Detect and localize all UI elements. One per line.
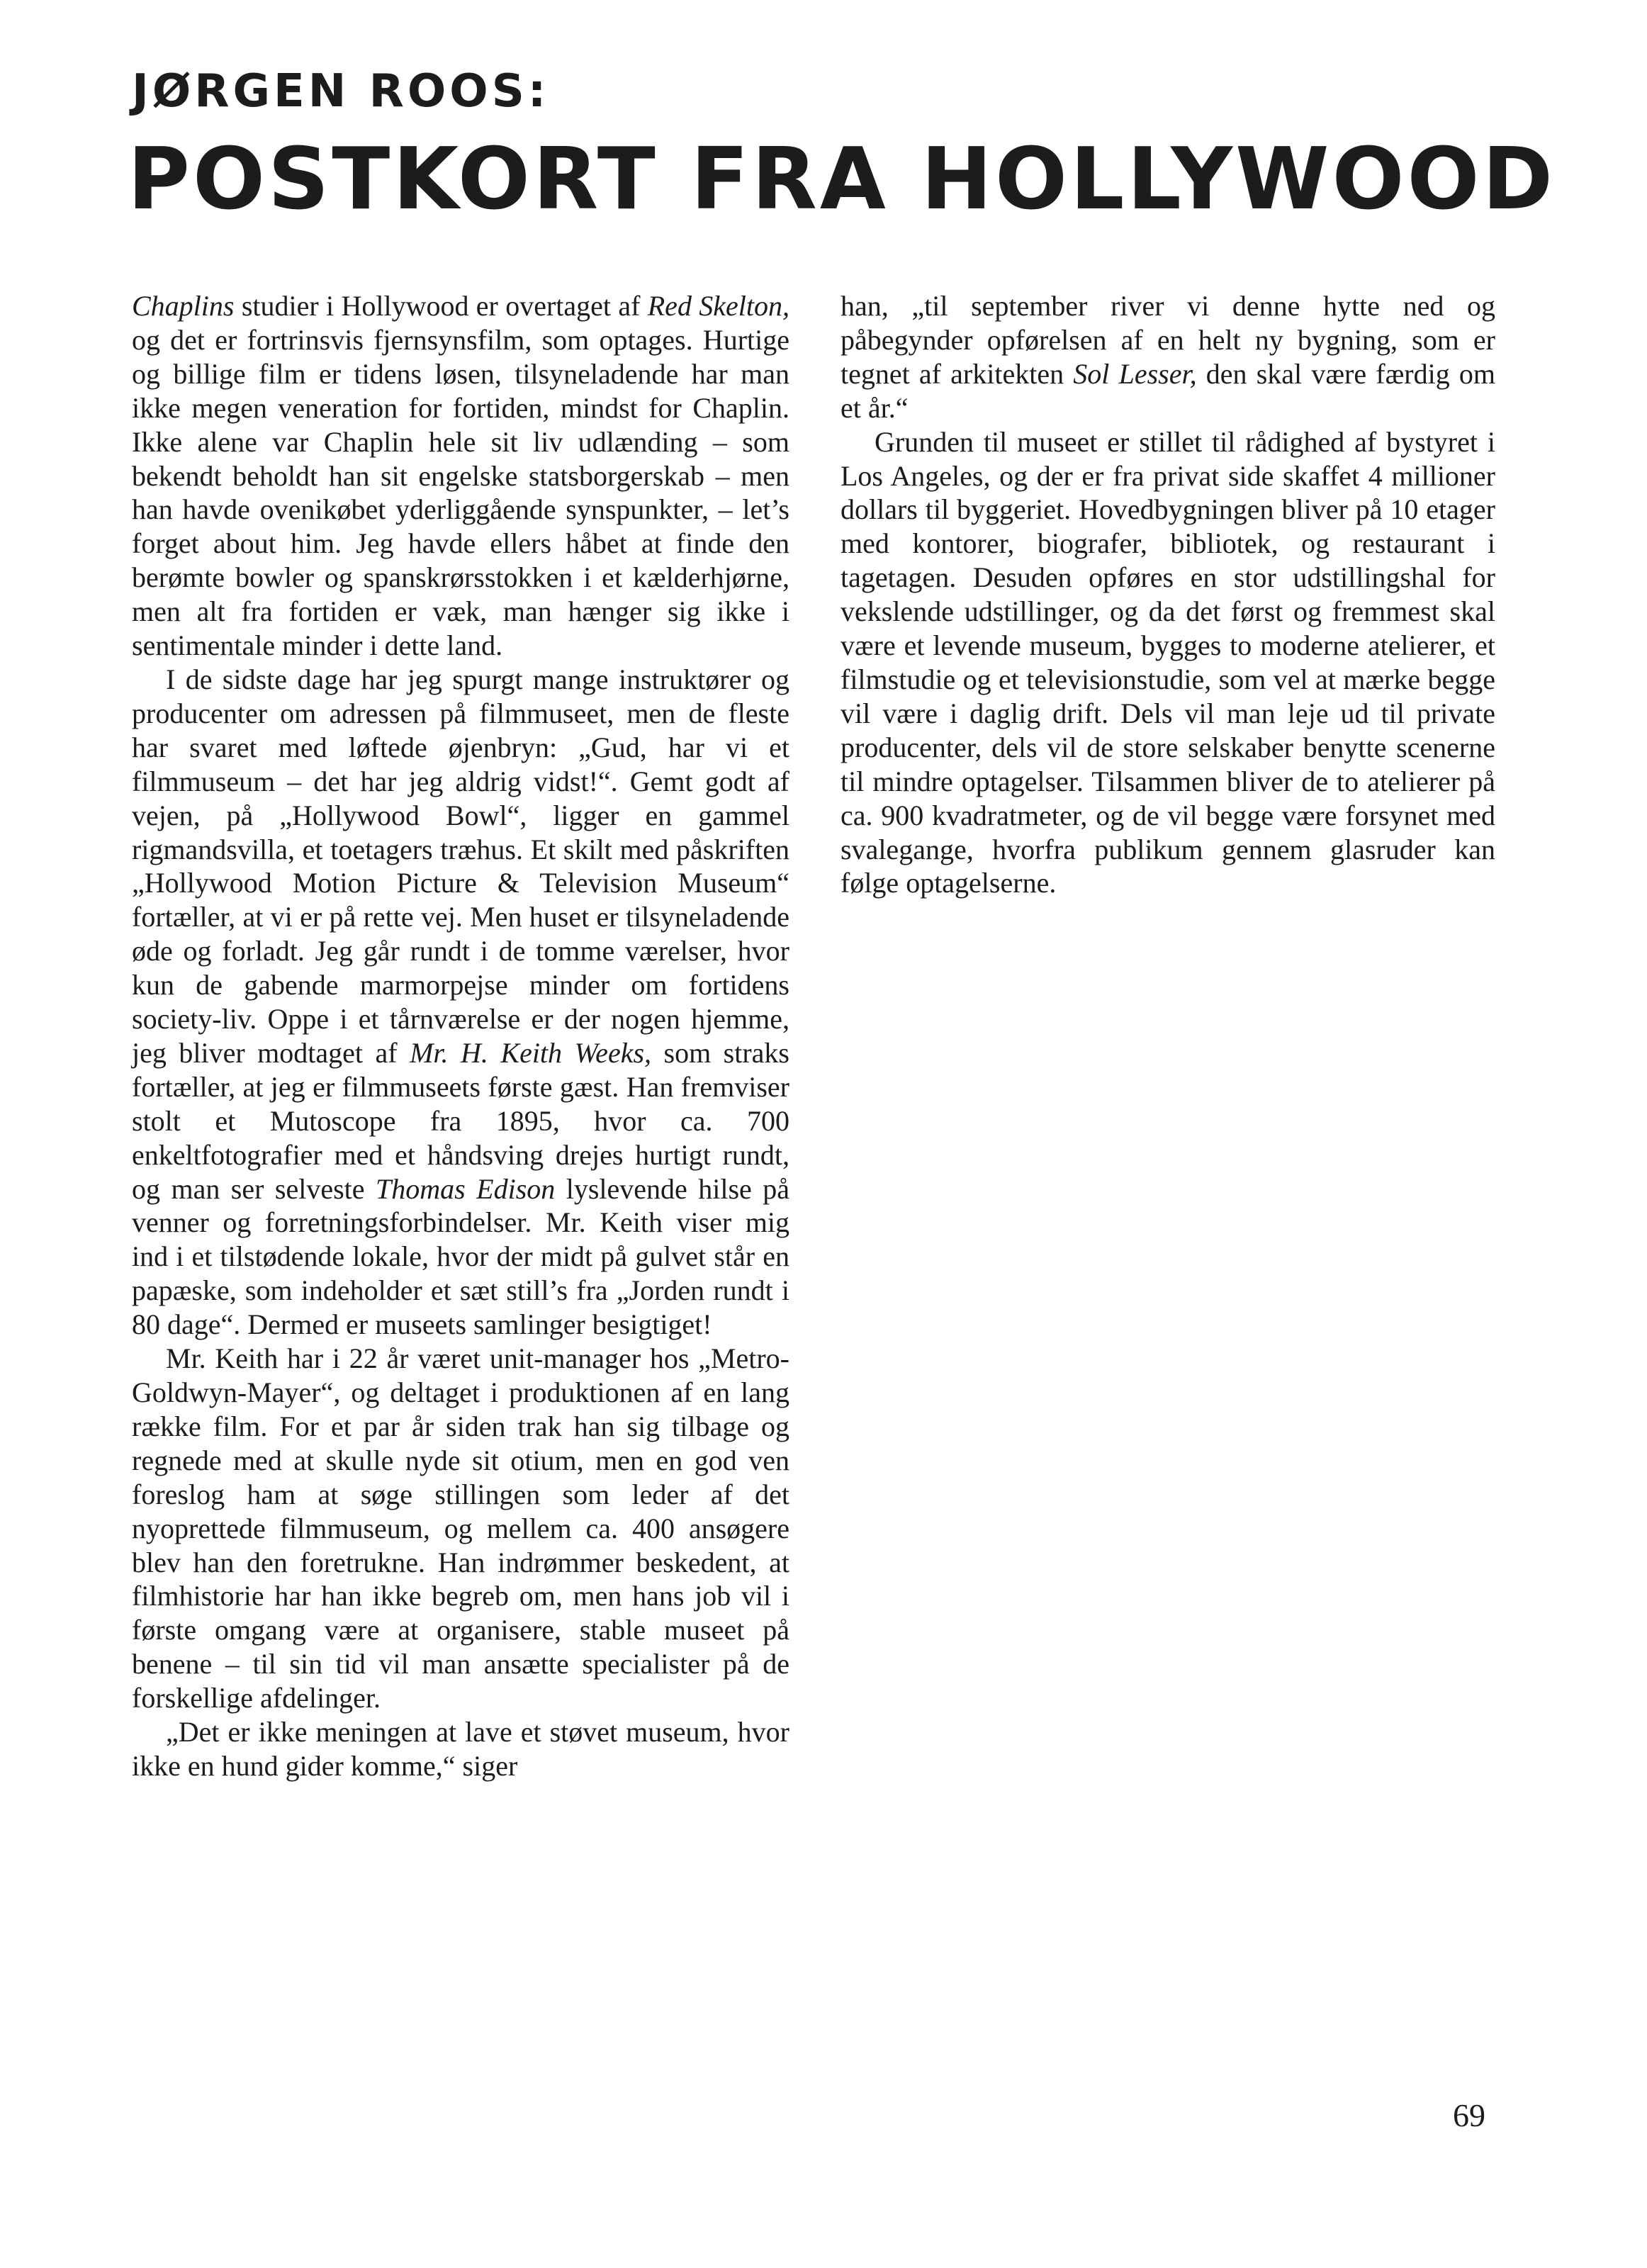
article-title: POSTKORT FRA HOLLYWOOD [128, 130, 1556, 229]
left-column [132, 289, 789, 1783]
paragraph-text: og det er fortrinsvis fjernsynsfilm, som optages. Hurtige og billige film er tidens løsen, tilsyneladende har man ikke megen veneration for fortiden, mindst for Chaplin. Ikke alene var Chaplin hele sit liv udlænding – som bekendt beholdt han sit engelske statsborgerskab – men han havde ovenikøbet yderliggående synspunkter, – let’s forget about him. Jeg havde ellers håbet at finde den berømte bowler og spanskrørsstokken i et kælderhjørne, men alt fra fortiden er væk, man hænger sig ikke i sentimentale minder i dette land. [132, 323, 789, 662]
paragraph-3: Mr. Keith har i 22 år været unit-manager hos „Metro-Goldwyn-Mayer“, og deltaget i produktionen af en lang række film. For et par år siden trak han sig tilbage og regnede med at skulle nyde sit otium, men en god ven foreslog ham at søge stillingen som leder af det nyoprettede filmmuseum, og mellem ca. 400 ansøgere blev han den foretrukne. Han indrømmer beskedent, at filmhistorie har han ikke begreb om, men hans job vil i første omgang være at organisere, stable museet på benene – til sin tid vil man ansætte specialister på de forskellige afdelinger. [132, 1342, 789, 1714]
paragraph-6: Grunden til museet er stillet til rådighed af bystyret i Los Angeles, og der er fra privat side skaffet 4 millioner dollars til byggeriet. Hovedbygningen bliver på 10 etager med kontorer, biografer, bibliotek, og restaurant i tagetagen. Desuden opføres en stor udstillingshal for vekslende udstillinger, og da det først og fremmest skal være et levende museum, bygges to moderne atelierer, et filmstudie og et televisionstudie, som vel at mærke begge vil være i daglig drift. Dels vil man leje ud til private producenter, dels vil de store selskaber benytte scenerne til mindre optagelser. Tilsammen bliver de to atelierer på ca. 900 kvadratmeter, og de vil begge være forsynet med svalegange, hvorfra publikum gennem glasruder kan følge optagelserne. [841, 425, 1495, 899]
paragraph-text: studier i Hollywood er overtaget af [234, 290, 648, 322]
page-number: 69 [1453, 2097, 1485, 2133]
italic-name: Sol Lesser, [1073, 357, 1197, 390]
italic-name: Thomas Edison [375, 1172, 556, 1205]
paragraph-text: lyslevende hilse på venner og forretningsforbindelser. Mr. Keith viser mig ind i et tilstødende lokale, hvor der midt på gulvet står en papæske, som indeholder et sæt still’s fra „Jorden rundt i 80 dage“. Dermed er museets samlinger besigtiget! [132, 1172, 790, 1341]
paragraph-2 [132, 663, 789, 1342]
author-heading: JØRGEN ROOS: [132, 65, 550, 118]
italic-name: Chaplins [132, 290, 235, 322]
paragraph-text: den skal være færdig om et år.“ [841, 357, 1496, 424]
paragraph-text: han, „til september river vi denne hytte ned og påbegynder opførelsen af en helt ny bygning, som er tegnet af arkitekten [841, 290, 1495, 390]
paragraph-4: „Det er ikke meningen at lave et støvet museum, hvor ikke en hund gider komme,“ siger [132, 1716, 789, 1782]
paragraph-1 [132, 289, 789, 663]
paragraph-text: I de sidste dage har jeg spurgt mange instruktører og producenter om adressen på filmmuseet, men de fleste har svaret med løftede øjenbryn: „Gud, har vi et filmmuseum – det har jeg aldrig vidst!“. Gemt godt af vejen, på „Hollywood Bowl“, ligger en gammel rigmandsvilla, et toetagers træhus. Et skilt med påskriften „Hollywood Motion Picture & Television Museum“ fortæller, at vi er på rette vej. Men huset er tilsyneladende øde og forladt. Jeg går rundt i de tomme værelser, hvor kun de gabende marmorpejse minder om fortidens society-liv. Oppe i et tårnværelse er der nogen hjemme, jeg bliver modtaget af [132, 663, 789, 1069]
italic-name: Mr. H. Keith Weeks, [410, 1036, 652, 1069]
paragraph-5 [841, 289, 1495, 425]
right-column [841, 289, 1495, 900]
paragraph-text: som straks fortæller, at jeg er filmmuseets første gæst. Han fremviser stolt et Mutoscope fra 1895, hvor ca. 700 enkeltfotografier med et håndsving drejes hurtigt rundt, og man ser selveste [132, 1036, 789, 1205]
italic-name: Red Skelton, [647, 290, 790, 322]
